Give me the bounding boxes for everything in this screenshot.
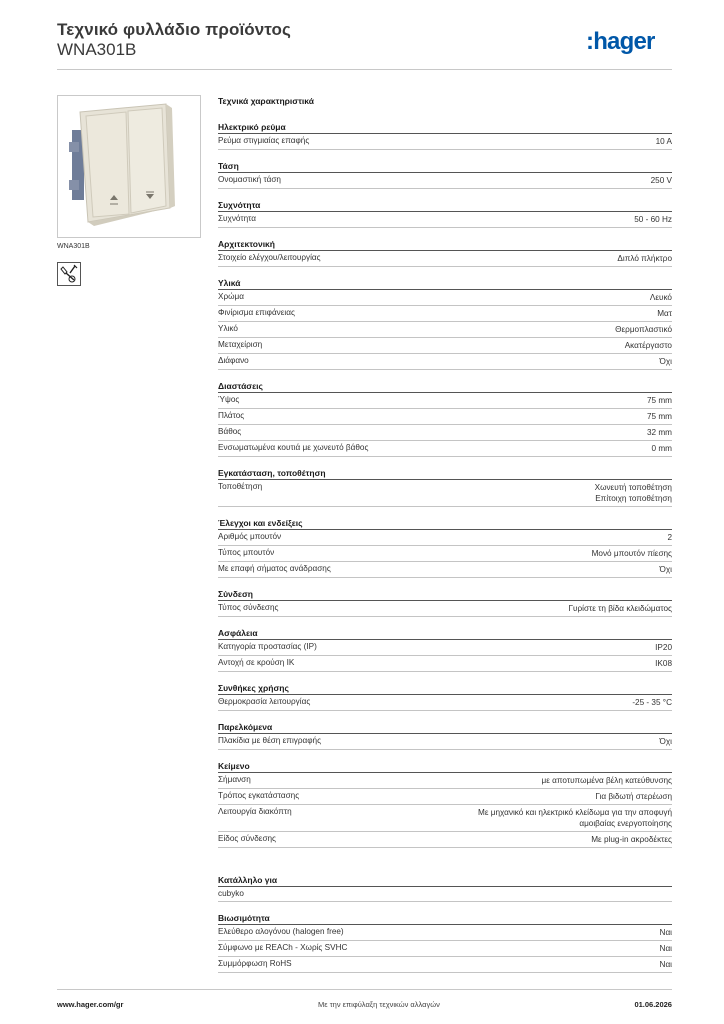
spec-value bbox=[615, 324, 672, 335]
spec-row bbox=[218, 530, 672, 546]
spec-value-line: Μονό μπουτόν πίεσης bbox=[591, 549, 672, 558]
spec-label: Κατηγορία προστασίας (IP) bbox=[218, 642, 317, 651]
spec-value bbox=[617, 253, 672, 264]
spec-row bbox=[218, 425, 672, 441]
spec-value bbox=[655, 658, 672, 669]
spec-value-line: 75 mm bbox=[646, 412, 672, 421]
technical-specs bbox=[218, 96, 672, 983]
spec-row bbox=[218, 789, 672, 805]
spec-value bbox=[595, 482, 672, 504]
spec-value-line: IP20 bbox=[655, 643, 672, 652]
spec-value-line: Όχι bbox=[659, 565, 672, 574]
spec-value bbox=[634, 214, 672, 225]
section-title: Αρχιτεκτονική bbox=[218, 238, 672, 251]
spec-value-line: 0 mm bbox=[651, 444, 672, 453]
spec-row bbox=[218, 173, 672, 189]
spec-row bbox=[218, 640, 672, 656]
spec-row bbox=[218, 306, 672, 322]
spec-label: Με επαφή σήματος ανάδρασης bbox=[218, 564, 331, 573]
spec-value-line: Ναι bbox=[659, 928, 672, 937]
spec-value-line: 50 - 60 Hz bbox=[634, 215, 672, 224]
spec-row bbox=[218, 212, 672, 228]
spec-section bbox=[218, 874, 672, 902]
spec-value-line: Ναι bbox=[659, 944, 672, 953]
section-title: Ηλεκτρικό ρεύμα bbox=[218, 121, 672, 134]
spec-section bbox=[218, 912, 672, 973]
product-image bbox=[57, 95, 201, 238]
spec-value bbox=[647, 427, 672, 438]
spec-value-line: Γυρίστε τη βίδα κλειδώματος bbox=[568, 604, 672, 613]
spec-label: Λειτουργία διακόπτη bbox=[218, 807, 292, 816]
spec-row bbox=[218, 322, 672, 338]
spec-value-line: -25 - 35 °C bbox=[632, 698, 672, 707]
spec-value bbox=[655, 642, 672, 653]
spec-value-line: Χωνευτή τοποθέτηση bbox=[594, 483, 672, 492]
spec-label: Υλικό bbox=[218, 324, 238, 333]
hager-logo bbox=[586, 26, 672, 56]
spec-value bbox=[660, 736, 672, 747]
spec-row bbox=[218, 887, 672, 902]
spec-label: Αριθμός μπουτόν bbox=[218, 532, 282, 541]
spec-value-line: Με plug-in ακροδέκτες bbox=[591, 835, 672, 844]
spec-label: Ενσωματωμένα κουτιά με χωνευτό βάθος bbox=[218, 443, 369, 452]
spec-value-line: Λευκό bbox=[649, 293, 672, 302]
spec-label: Διάφανο bbox=[218, 356, 249, 365]
page-footer bbox=[57, 989, 672, 1009]
website-link[interactable]: www.hager.com/gr bbox=[57, 1000, 124, 1009]
spec-section bbox=[218, 380, 672, 457]
spec-value-line: Όχι bbox=[659, 737, 672, 746]
spec-label: Ελεύθερο αλογόνου (halogen free) bbox=[218, 927, 344, 936]
spec-value bbox=[657, 308, 672, 319]
logo-text: :hager bbox=[586, 28, 655, 55]
spec-label: Τρόπος εγκατάστασης bbox=[218, 791, 300, 800]
spec-value-line: IK08 bbox=[655, 659, 672, 668]
spec-label: Στοιχείο ελέγχου/λειτουργίας bbox=[218, 253, 321, 262]
spec-section bbox=[218, 517, 672, 578]
spec-section bbox=[218, 199, 672, 228]
section-title: Έλεγχοι και ενδείξεις bbox=[218, 517, 672, 530]
spec-value bbox=[595, 791, 672, 802]
spec-label: Σήμανση bbox=[218, 775, 251, 784]
spec-value-line: Όχι bbox=[659, 357, 672, 366]
section-title: Ασφάλεια bbox=[218, 627, 672, 640]
document-date: 01.06.2026 bbox=[634, 1000, 672, 1009]
spec-section bbox=[218, 760, 672, 848]
spec-value-line: Ματ bbox=[657, 309, 672, 318]
spec-value-line: αμοιβαίας ενεργοποίησης bbox=[579, 819, 672, 828]
document-title: Τεχνικό φυλλάδιο προϊόντος bbox=[57, 20, 291, 39]
spec-section bbox=[218, 721, 672, 750]
spec-value-line: με αποτυπωμένα βέλη κατεύθυνσης bbox=[541, 776, 672, 785]
spec-value bbox=[647, 411, 672, 422]
spec-value bbox=[656, 136, 672, 147]
spec-row bbox=[218, 354, 672, 370]
spec-label: Ρεύμα στιγμιαίας επαφής bbox=[218, 136, 310, 145]
spec-row bbox=[218, 656, 672, 672]
spec-row bbox=[218, 338, 672, 354]
spec-value bbox=[650, 292, 672, 303]
spec-value bbox=[625, 340, 672, 351]
section-title: Εγκατάσταση, τοποθέτηση bbox=[218, 467, 672, 480]
spec-label: Πλακίδια με θέση επιγραφής bbox=[218, 736, 322, 745]
spec-row bbox=[218, 134, 672, 150]
spec-row bbox=[218, 734, 672, 750]
spec-label: Βάθος bbox=[218, 427, 242, 436]
spec-value-line: Επίτοιχη τοποθέτηση bbox=[595, 494, 672, 503]
spec-value bbox=[660, 959, 672, 970]
spec-row bbox=[218, 925, 672, 941]
spec-label: Ύψος bbox=[218, 395, 240, 404]
section-title: Συχνότητα bbox=[218, 199, 672, 212]
spec-value-line: Ακατέργαστο bbox=[624, 341, 672, 350]
spec-row bbox=[218, 441, 672, 457]
section-title: Σύνδεση bbox=[218, 588, 672, 601]
spec-value-line: 75 mm bbox=[646, 396, 672, 405]
spec-label: Πλάτος bbox=[218, 411, 245, 420]
section-title: Βιωσιμότητα bbox=[218, 912, 672, 925]
section-title: Τάση bbox=[218, 160, 672, 173]
spec-value-line: Θερμοπλαστικό bbox=[615, 325, 672, 334]
spec-value-line: 10 A bbox=[655, 137, 672, 146]
spec-label: Ονομαστική τάση bbox=[218, 175, 281, 184]
spec-value bbox=[651, 175, 672, 186]
spec-section bbox=[218, 588, 672, 617]
spec-value-line: Ναι bbox=[659, 960, 672, 969]
specs-title: Τεχνικά χαρακτηριστικά bbox=[218, 96, 314, 106]
spec-value bbox=[660, 356, 672, 367]
double-push-switch-image bbox=[58, 96, 200, 237]
spec-value-line: Διπλό πλήκτρο bbox=[617, 254, 672, 263]
spec-value bbox=[660, 564, 672, 575]
spec-value bbox=[478, 807, 672, 829]
spec-value-line: 250 V bbox=[650, 176, 672, 185]
section-title: Υλικά bbox=[218, 277, 672, 290]
spec-row bbox=[218, 773, 672, 789]
spec-value bbox=[652, 443, 672, 454]
spec-label: Τύπος σύνδεσης bbox=[218, 603, 279, 612]
spec-label: Τύπος μπουτόν bbox=[218, 548, 275, 557]
spec-section bbox=[218, 160, 672, 189]
spec-label: Συμμόρφωση RoHS bbox=[218, 959, 292, 968]
spec-section bbox=[218, 682, 672, 711]
spec-label: Σύμφωνο με REACh - Χωρίς SVHC bbox=[218, 943, 348, 952]
section-title: Συνθήκες χρήσης bbox=[218, 682, 672, 695]
image-caption: WNA301B bbox=[57, 243, 90, 250]
spec-value bbox=[592, 548, 672, 559]
spec-row bbox=[218, 546, 672, 562]
spec-value bbox=[632, 697, 672, 708]
spec-value bbox=[591, 834, 672, 845]
section-title: Κατάλληλο για bbox=[218, 874, 672, 887]
spec-label: Φινίρισμα επιφάνειας bbox=[218, 308, 295, 317]
spec-section bbox=[218, 121, 672, 150]
spec-label: Συχνότητα bbox=[218, 214, 257, 223]
section-title: Παρελκόμενα bbox=[218, 721, 672, 734]
spec-value bbox=[660, 927, 672, 938]
section-title: Διαστάσεις bbox=[218, 380, 672, 393]
spec-value-line: 2 bbox=[667, 533, 672, 542]
spec-row bbox=[218, 290, 672, 306]
disclaimer: Με την επιφύλαξη τεχνικών αλλαγών bbox=[318, 1000, 440, 1009]
spec-row bbox=[218, 562, 672, 578]
spec-value bbox=[568, 603, 672, 614]
spec-label: Είδος σύνδεσης bbox=[218, 834, 276, 843]
installation-tool-icon bbox=[57, 262, 81, 286]
spec-section bbox=[218, 467, 672, 507]
spec-section bbox=[218, 238, 672, 267]
spec-row bbox=[218, 251, 672, 267]
spec-row bbox=[218, 393, 672, 409]
spec-row bbox=[218, 941, 672, 957]
spec-row bbox=[218, 832, 672, 848]
spec-row bbox=[218, 409, 672, 425]
section-title: Κείμενο bbox=[218, 760, 672, 773]
spec-value bbox=[542, 775, 673, 786]
spec-row bbox=[218, 480, 672, 507]
spec-label: Χρώμα bbox=[218, 292, 244, 301]
spec-label: Μεταχείριση bbox=[218, 340, 263, 349]
spec-section bbox=[218, 277, 672, 370]
spec-value-line: 32 mm bbox=[646, 428, 672, 437]
spec-label: Τοποθέτηση bbox=[218, 482, 263, 491]
spec-value-line: Για βιδωτή στερέωση bbox=[595, 792, 672, 801]
spec-value bbox=[660, 943, 672, 954]
spec-label: cubyko bbox=[218, 889, 244, 898]
spec-section bbox=[218, 627, 672, 672]
spec-label: Θερμοκρασία λειτουργίας bbox=[218, 697, 311, 706]
product-code: WNA301B bbox=[57, 40, 137, 59]
spec-value-line: Με μηχανικό και ηλεκτρικό κλείδωμα για την αποφυγή bbox=[478, 808, 672, 817]
spec-value bbox=[647, 395, 672, 406]
spec-row bbox=[218, 805, 672, 832]
spec-label: Αντοχή σε κρούση IK bbox=[218, 658, 295, 667]
page-header bbox=[57, 20, 672, 70]
spec-row bbox=[218, 957, 672, 973]
spec-sections bbox=[218, 121, 672, 973]
spec-row bbox=[218, 601, 672, 617]
spec-value bbox=[667, 532, 672, 543]
spec-row bbox=[218, 695, 672, 711]
